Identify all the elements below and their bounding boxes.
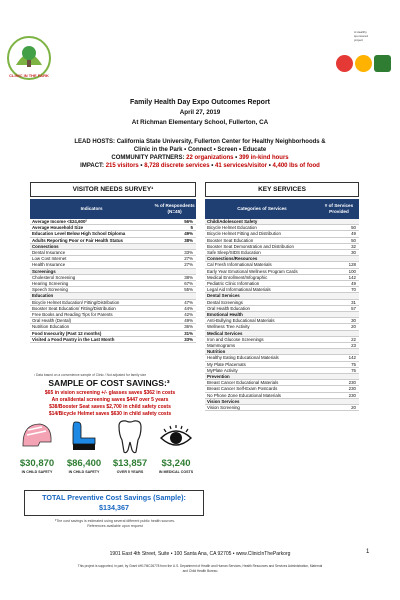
services-row-value: 128: [319, 262, 359, 268]
services-row-label: Prevention: [205, 374, 319, 380]
survey-row-value: 47%: [153, 299, 196, 305]
clinic-in-the-park-logo: [6, 33, 52, 83]
services-row-label: Anti-Bullying Educational Materials: [205, 318, 319, 324]
services-row-label: Breast Cancer Educational Materials: [205, 380, 319, 386]
services-col-categories: Categories of Services: [205, 199, 319, 219]
survey-row-value: 27%: [153, 262, 196, 268]
survey-row-value: 38%: [153, 237, 196, 243]
services-row-value: 31: [319, 299, 359, 305]
services-row-value: 30: [319, 250, 359, 256]
survey-row-value: 27%: [153, 256, 196, 262]
services-row-label: Cal Fresh Informational Materials: [205, 262, 319, 268]
savings-line-booster: $38/Booster Seat saves $2,700 in child safety costs: [49, 404, 171, 410]
services-row-label: Early Year Emotional Wellness Program Cards: [205, 268, 319, 274]
savings-caption-booster: IN CHILD SAFETY: [68, 470, 100, 474]
svg-text:CLINIC IN THE PARK: CLINIC IN THE PARK: [9, 73, 49, 78]
total-savings-label: TOTAL Preventive Cost Savings (Sample):: [42, 493, 186, 502]
services-row: [205, 405, 359, 411]
survey-row-value: 5: [153, 225, 196, 231]
report-location: At Richman Elementary School, Fullerton, CA: [131, 119, 269, 126]
survey-row-label: Food Insecurity (Past 12 months): [30, 330, 153, 336]
survey-row-value: 49%: [153, 318, 196, 324]
savings-amount-booster: $86,400: [66, 458, 102, 469]
survey-row-label: Visited a Food Pantry in the Last Month: [30, 336, 153, 342]
services-row-label: Bicycle Helmet Education: [205, 225, 319, 231]
sponsor-note: A Healthy sponsored project: [354, 30, 369, 42]
survey-row-label: Booster Seat Education/ Fitting/Distribution: [30, 305, 153, 311]
funding-note-2: and Child Health Bureau: [182, 569, 218, 573]
survey-row-value: 49%: [153, 231, 196, 237]
booster-seat-icon: [67, 418, 101, 456]
services-row-label: MyPlate Activity: [205, 367, 319, 373]
survey-row-value: 33%: [153, 336, 196, 342]
services-row-label: Breast Cancer Self-Exam Postcards: [205, 386, 319, 392]
services-row-value: 57: [319, 305, 359, 311]
services-row-label: Medical Enrollment/Infographic: [205, 274, 319, 280]
survey-title: VISITOR NEEDS SURVEY¹: [30, 182, 196, 197]
survey-row-label: Connections: [30, 243, 153, 249]
survey-row-label: Health Insurance: [30, 262, 153, 268]
survey-row-label: Hearing Screening: [30, 281, 153, 287]
services-row-value: 230: [319, 392, 359, 398]
savings-caption-helmet: IN CHILD SAFETY: [21, 470, 53, 474]
survey-row-label: Adults Reporting Poor or Fair Health Status: [30, 237, 153, 243]
total-savings-box: [24, 490, 204, 516]
survey-row-label: Screenings: [30, 268, 153, 274]
survey-row-label: Cholesterol Screening: [30, 274, 153, 280]
services-title: KEY SERVICES: [205, 182, 359, 197]
services-row-value: 50: [319, 237, 359, 243]
services-row-label: Dental Screenings: [205, 299, 319, 305]
services-row-value: 50: [319, 225, 359, 231]
services-row-label: Wellness Tree Activity: [205, 324, 319, 330]
survey-row-value: 31%: [153, 330, 196, 336]
services-row-value: 230: [319, 386, 359, 392]
services-row-label: Oral Health Education: [205, 305, 319, 311]
eye-icon: [159, 418, 193, 456]
lead-hosts: LEAD HOSTS: California State University, Fullerton Center for Healthy Neighborhoods &: [74, 139, 326, 145]
survey-col-indicators: Indicators: [30, 199, 153, 219]
services-row-value: 230: [319, 380, 359, 386]
impact: IMPACT: 215 visitors • 8,728 discrete services • 41 services/visitor • 4,400 lbs of food: [80, 163, 320, 169]
savings-amount-dental: $13,857: [112, 458, 148, 469]
lead-hosts-cont: Clinic in the Park • Connect • Screen • Educate: [133, 147, 267, 153]
savings-caption-dental: OVER 5 YEARS: [116, 470, 144, 474]
services-row-label: Booster Seat Demonstration and Distribution: [205, 243, 319, 249]
services-row-label: No Phone Zone Educational Materials: [205, 392, 319, 398]
survey-row-value: 36%: [153, 324, 196, 330]
survey-row-value: 55%: [153, 287, 196, 293]
savings-amount-helmet: $30,870: [19, 458, 55, 469]
services-row-value: 75: [319, 367, 359, 373]
savings-line-dental: An oral/dental screening saves $447 over 5 years: [51, 397, 169, 403]
savings-footnote: ³The cost savings is estimated using several different public health sources.: [54, 519, 176, 523]
sponsor-logo-2: [355, 55, 372, 72]
survey-row-value: 38%: [153, 274, 196, 280]
survey-row-value: 44%: [153, 305, 196, 311]
survey-row-label: Average Household Size: [30, 225, 153, 231]
services-row-value: 22: [319, 336, 359, 342]
survey-row-label: Average Income <$24,600²: [30, 219, 153, 225]
services-row-label: Legal Aid Informational Materials: [205, 287, 319, 293]
savings-amount-vision: $3,240: [161, 458, 191, 469]
community-partners: COMMUNITY PARTNERS: 22 organizations • 399 in-kind hours: [111, 155, 289, 161]
survey-row-value: 33%: [153, 250, 196, 256]
services-row-label: Healthy Eating Educational Materials: [205, 355, 319, 361]
survey-row-label: Speech Screening: [30, 287, 153, 293]
services-row-label: Emotional Health: [205, 312, 319, 318]
savings-line-helmet: $14/Bicycle Helmet saves $630 in child safety costs: [48, 411, 172, 417]
survey-row: [30, 336, 196, 342]
survey-row-value: 42%: [153, 312, 196, 318]
footer-address: 1901 East 4th Street, Suite • 100 Santa Ana, CA 92705 • www.ClinicInTheParkorg: [109, 551, 291, 557]
survey-row-label: Education Level Below High School Diploma: [30, 231, 153, 237]
services-row-label: Safe Sleep/SIDS Education: [205, 250, 319, 256]
services-row-value: 142: [319, 355, 359, 361]
services-row-label: Nutrition: [205, 349, 319, 355]
survey-row-value: 56%: [153, 219, 196, 225]
sponsor-logo-1: [336, 55, 353, 72]
services-row-value: 49: [319, 231, 359, 237]
survey-row-label: Nutrition Education: [30, 324, 153, 330]
total-savings-value: $134,367: [99, 503, 129, 512]
services-row-label: My Plate Placemats: [205, 361, 319, 367]
services-row-label: Vision Screening: [205, 405, 319, 411]
survey-row-value: 67%: [153, 281, 196, 287]
survey-row-label: Low Cost Internet: [30, 256, 153, 262]
services-row-label: Child/Adolescent Safety: [205, 219, 319, 225]
services-row-value: 23: [319, 343, 359, 349]
page-number: 1: [366, 549, 370, 555]
services-row-label: Iron and Glucose Screenings: [205, 336, 319, 342]
services-row-label: Mammograms: [205, 343, 319, 349]
survey-row-label: Bicycle Helmet Education/ Fitting/Distribution: [30, 299, 153, 305]
survey-row-label: Dental Insurance: [30, 250, 153, 256]
services-row-value: 20: [319, 324, 359, 330]
report-title: Family Health Day Expo Outcomes Report: [129, 99, 271, 106]
tooth-icon: [113, 418, 147, 456]
savings-footnote-2: References available upon request: [87, 524, 143, 528]
bicycle-helmet-icon: [20, 418, 54, 456]
services-row-value: 100: [319, 268, 359, 274]
services-row-label: Medical Services: [205, 330, 319, 336]
services-row-value: 75: [319, 361, 359, 367]
services-row-value: 49: [319, 281, 359, 287]
services-row-value: 70: [319, 287, 359, 293]
services-row-value: 30: [319, 318, 359, 324]
survey-row-label: Free Books and Reading Tips for Parents: [30, 312, 153, 318]
services-row-label: Pediatric Clinic Information: [205, 281, 319, 287]
survey-row-label: Oral Health (Dental): [30, 318, 153, 324]
services-row-label: Dental Services: [205, 293, 319, 299]
services-col-number: # of Services Provided: [319, 199, 359, 219]
services-row-value: 142: [319, 274, 359, 280]
sponsor-logo-3: [374, 55, 391, 72]
services-row-value: 32: [319, 243, 359, 249]
savings-line-vision: $65 in vision screening +/- glasses saves $362 in costs: [44, 390, 176, 396]
services-row-label: Connections/Resources: [205, 256, 319, 262]
report-date: April 27, 2019: [179, 109, 221, 116]
services-row-label: Booster Seat Education: [205, 237, 319, 243]
survey-row-label: Education: [30, 293, 153, 299]
services-row-value: 20: [319, 405, 359, 411]
services-table: [205, 199, 359, 411]
savings-caption-vision: IN MEDICAL COSTS: [158, 470, 194, 474]
services-row-label: Bicycle Helmet Fitting and Distribution: [205, 231, 319, 237]
survey-footnote: ¹ Data based on a convenience sample of Clinic / Not adjusted for family size: [34, 373, 147, 377]
cost-savings-title: SAMPLE OF COST SAVINGS:³: [48, 378, 170, 388]
survey-col-percent: % of Respondents (N=45): [153, 199, 196, 219]
services-row-label: Vision Services: [205, 398, 319, 404]
survey-table: [30, 199, 196, 343]
funding-note: This project is supported, in part, by Grant #H17MC26778 from the U.S. Department of Health and Human Services, Health Resources and Services Administration, Maternal: [77, 564, 323, 568]
